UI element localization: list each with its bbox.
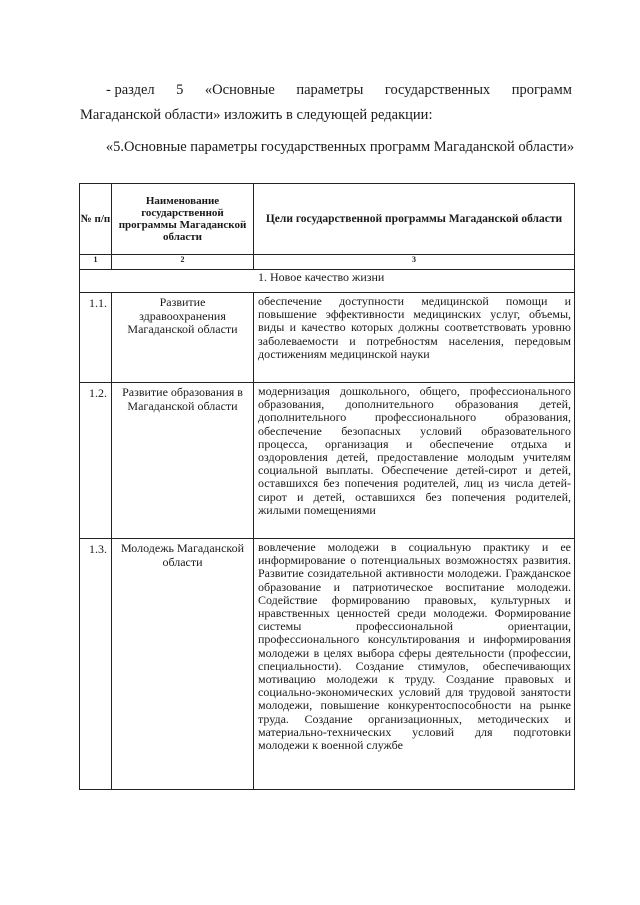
intro-paragraph-line1 bbox=[106, 82, 572, 99]
section-title: «5.Основные параметры государственных программ Магаданской области» bbox=[105, 139, 575, 155]
program-name: Молодежь Магаданской области bbox=[112, 539, 254, 790]
group-row bbox=[80, 270, 575, 293]
table-row bbox=[80, 383, 575, 539]
program-goal: модернизация дошкольного, общего, профессионального образования, дополнительного образования детей, дополнительного профессионального образования, обеспечение безопасных условий образовательного процесса, организация и обеспечение отдыха и оздоровления детей, предоставление молодым учителям социальной выплаты. Обеспечение детей-сирот и детей, оставшихся без попечения родителей, лиц из числа детей-сирот и детей, оставшихся без попечения родителей, жилыми помещениями bbox=[254, 383, 575, 539]
intro-word: государственных bbox=[384, 82, 491, 98]
header-name: Наименование государственной программы Магаданской области bbox=[112, 184, 254, 255]
row-number: 1.1. bbox=[80, 293, 112, 383]
column-index: 2 bbox=[112, 255, 254, 270]
table-row bbox=[80, 293, 575, 383]
column-index: 1 bbox=[80, 255, 112, 270]
table-header-row bbox=[80, 184, 575, 255]
table-row bbox=[80, 539, 575, 790]
column-index: 3 bbox=[254, 255, 575, 270]
program-goal: обеспечение доступности медицинской помощи и повышение эффективности медицинских услуг, объемы, виды и качество которых должны соответствовать уровню заболеваемости и потребностям населения, передовым достижениям медицинской науки bbox=[254, 293, 575, 383]
intro-word: «Основные bbox=[204, 82, 275, 98]
intro-word: программ bbox=[511, 82, 572, 98]
intro-paragraph-line2: Магаданской области» изложить в следующей редакции: bbox=[80, 107, 433, 123]
group-title: 1. Новое качество жизни bbox=[80, 270, 575, 293]
column-index-row bbox=[80, 255, 575, 270]
intro-word: параметры bbox=[296, 82, 364, 98]
intro-word: 5 bbox=[176, 82, 184, 98]
header-num: № п/п bbox=[80, 184, 112, 255]
row-number: 1.3. bbox=[80, 539, 112, 790]
program-goal: вовлечение молодежи в социальную практику и ее информирование о потенциальных возможностях развития. Развитие созидательной активности молодежи. Гражданское образование и патриотическое воспитание молодежи. Содействие формированию правовых, культурных и нравственных ценностей среди молодежи. Формирование системы профессиональной ориентации, профессионального консультирования и информирования молодежи в целях выбора сферы деятельности (профессии, специальности). Создание стимулов, обеспечивающих мотивацию молодежи к труду. Создание правовых и социально-экономических условий для трудовой занятости молодежи, повышение конкурентоспособности на рынке труда. Создание организационных, методических и материально-технических условий для подготовки молодежи к военной службе bbox=[254, 539, 575, 790]
program-name: Развитие здравоохранения Магаданской области bbox=[112, 293, 254, 383]
header-goal: Цели государственной программы Магаданской области bbox=[254, 184, 575, 255]
programs-table bbox=[79, 183, 575, 790]
intro-word: - раздел bbox=[106, 82, 155, 98]
program-name: Развитие образования в Магаданской области bbox=[112, 383, 254, 539]
row-number: 1.2. bbox=[80, 383, 112, 539]
